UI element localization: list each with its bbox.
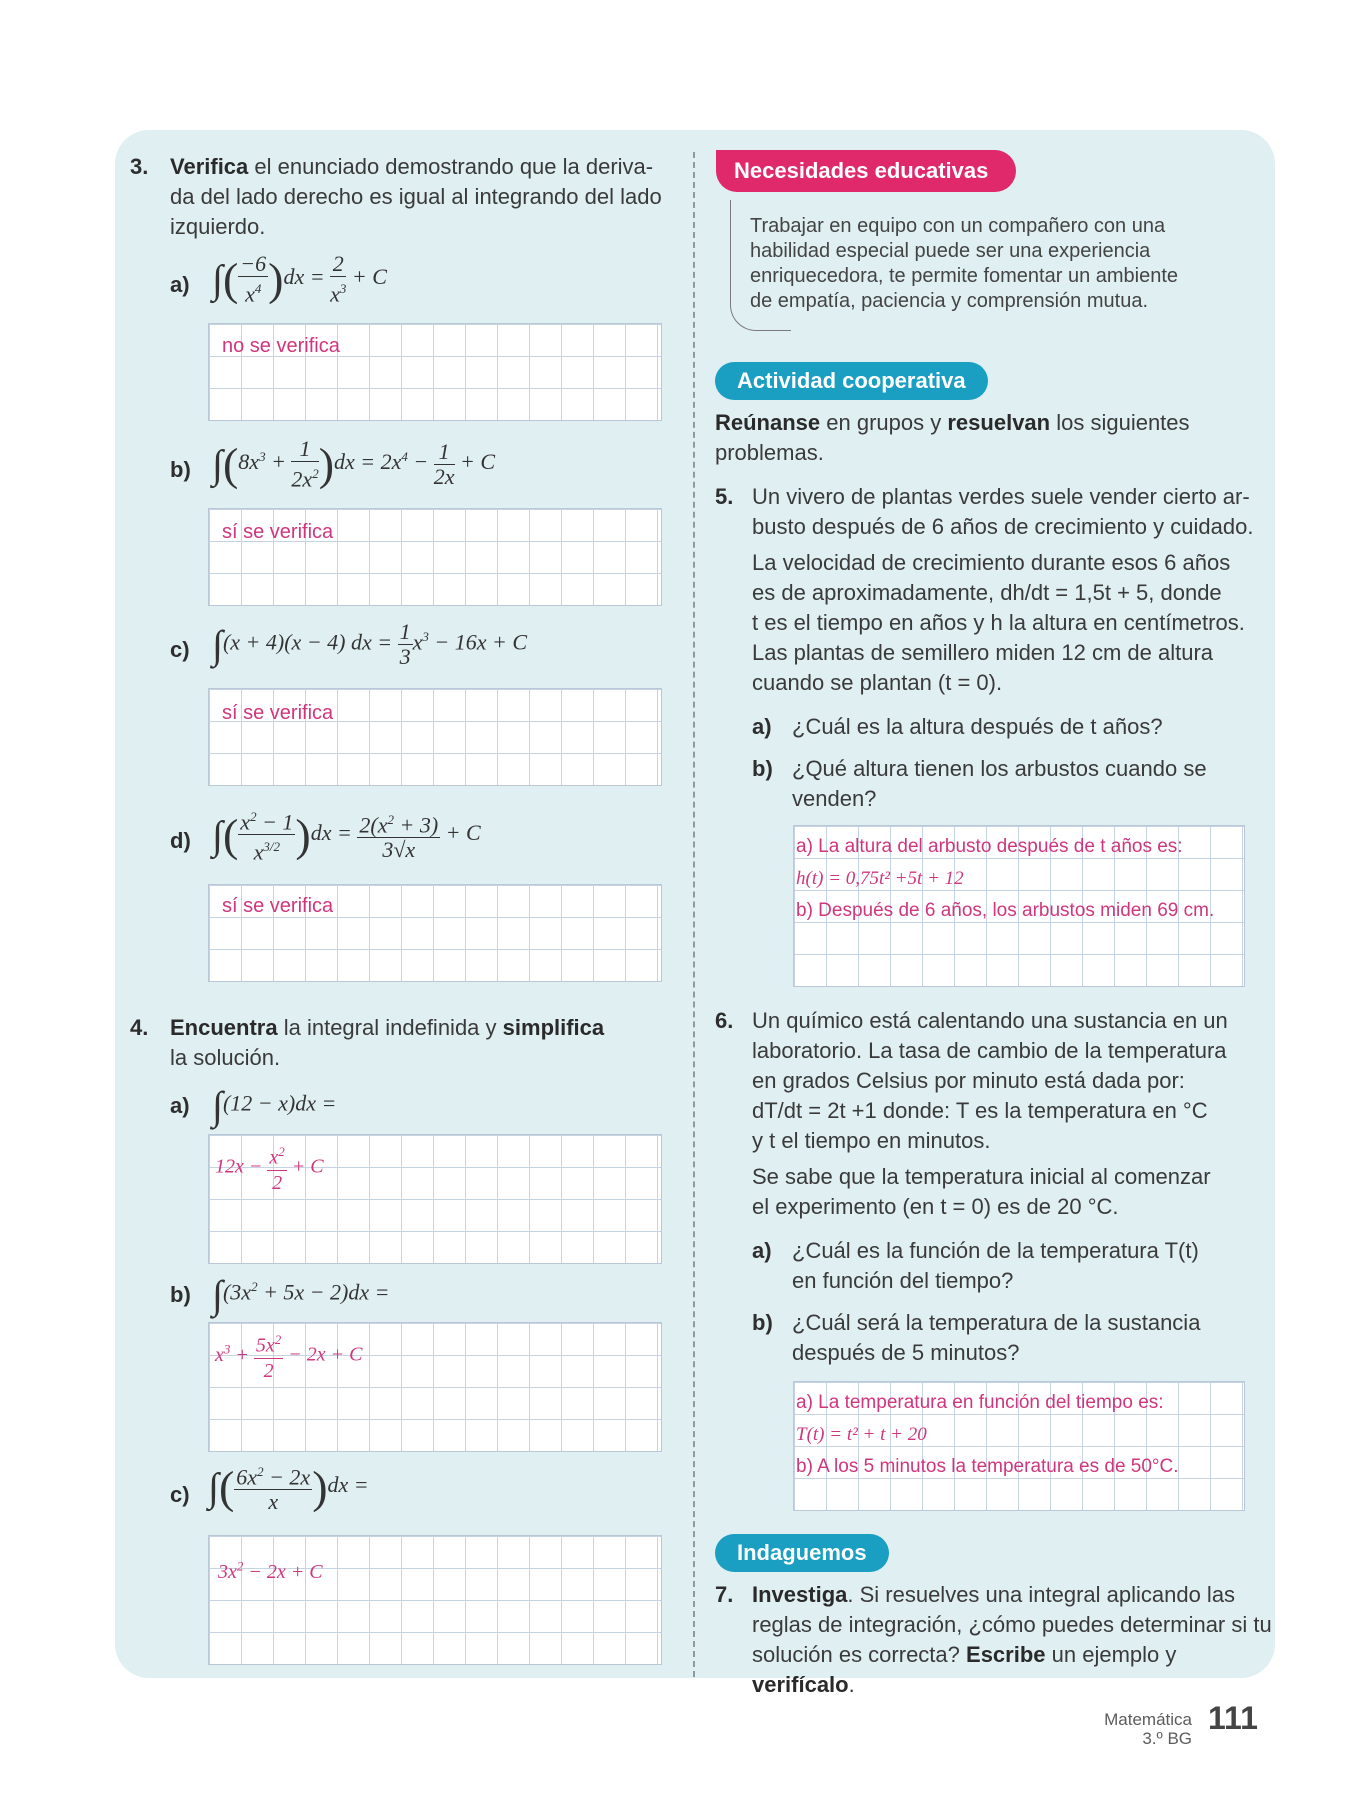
footer-subject: Matemática 3.º BG <box>1104 1710 1192 1748</box>
ex3-b-answer: sí se verifica <box>222 521 334 543</box>
ex4-item-b-formula: $\int(3x^2 + 5x - 2)dx$ = <box>212 1272 390 1317</box>
ex5-question-a: ¿Cuál es la altura después de t años? <box>792 714 1163 739</box>
necesidades-text: Trabajar en equipo con un compañero con una habilidad especial puede ser una experiencia enriquecedora, te permite fomentar un ambiente de empatía, paciencia y comprensión mutua. <box>750 215 1179 312</box>
ex3-item-c-label: c) <box>170 637 190 662</box>
exercise-7-statement: Investiga. Si resuelves una integral aplicando las reglas de integración, ¿cómo puedes determinar si tu solución es correcta? Escribe un ejemplo y verifícalo. <box>752 1582 1272 1697</box>
ex3-a-answer: no se verifica <box>222 335 340 357</box>
ex4-item-a-formula: ∫(12 − x)dx = <box>212 1083 337 1128</box>
ex3-item-b-formula: $\int(8x^3$ + $\frac{1}{2x^2}$ )$dx = 2x^4$ − $\frac{1}{2x}$ + C <box>212 436 496 492</box>
ex6-question-b: ¿Cuál será la temperatura de la sustancia después de 5 minutos? <box>792 1310 1201 1365</box>
ex3-item-d-formula: ∫( $\frac{x^2 - 1}{x^{3/2}}$ )dx = $\frac{2(x^2 + 3)}{3√x}$ + C <box>212 805 481 865</box>
ex5-answer: a) La altura del arbusto después de t años es: h(t) = 0,75t² +5t + 12 b) Después de 6 años, los arbustos miden 69 cm. <box>796 836 1215 921</box>
ex6-qa-label: a) <box>752 1238 772 1263</box>
indaguemos-header: Indaguemos <box>715 1534 889 1572</box>
page-number: 111 <box>1208 1700 1258 1736</box>
ex3-item-d-label: d) <box>170 828 191 853</box>
ex5-question-b: ¿Qué altura tienen los arbustos cuando se venden? <box>792 756 1207 811</box>
ex3-item-a-formula: ∫( $\frac{-6}{x^4}$ )dx = $\frac{2}{x^3}$ + C <box>212 251 387 307</box>
ex6-answer: a) La temperatura en función del tiempo es: T(t) = t² + t + 20 b) A los 5 minutos la temperatura es de 50°C. <box>796 1392 1179 1477</box>
exercise-3-number: 3. <box>130 154 149 179</box>
ex4-item-b-label: b) <box>170 1282 191 1307</box>
exercise-4-number: 4. <box>130 1015 149 1040</box>
exercise-5-number: 5. <box>715 484 734 509</box>
ex6-qb-label: b) <box>752 1310 773 1335</box>
ex3-item-a-label: a) <box>170 272 190 297</box>
column-divider <box>693 152 695 1677</box>
necesidades-header: Necesidades educativas <box>716 150 1016 192</box>
coop-instructions: Reúnanse en grupos y resuelvan los siguientes problemas. <box>715 410 1190 465</box>
ex4-item-a-label: a) <box>170 1093 190 1118</box>
exercise-6-number: 6. <box>715 1008 734 1033</box>
exercise-7-number: 7. <box>715 1582 734 1607</box>
exercise-3-statement: Verifica el enunciado demostrando que la deriva- da del lado derecho es igual al integrando del lado izquierdo. <box>170 154 662 239</box>
ex6-question-a: ¿Cuál es la función de la temperatura T(t) en función del tiempo? <box>792 1238 1199 1293</box>
exercise-6-statement: Un químico está calentando una sustancia en un laboratorio. La tasa de cambio de la temperatura en grados Celsius por minuto está dada por: dT/dt = 2t +1 donde: T es la temperatura en °C y t el tiempo en minutos. Se sabe que la temperatura inicial al comenzar el experimento (en t = 0) es de 20 °C. <box>752 1008 1228 1219</box>
actividad-cooperativa-header: Actividad cooperativa <box>715 362 988 400</box>
ex4-c-answer: $3x^2 - 2x + C$ <box>218 1558 323 1583</box>
ex5-qb-label: b) <box>752 756 773 781</box>
ex3-item-b-label: b) <box>170 457 191 482</box>
ex3-c-answer: sí se verifica <box>222 702 334 724</box>
exercise-5-statement: Un vivero de plantas verdes suele vender cierto ar- busto después de 6 años de crecimiento y cuidado. La velocidad de crecimiento durante esos 6 años es de aproximadamente, dh/dt = 1,5t + 5, donde t es el tiempo en años y h la altura en centímetros. Las plantas de semillero miden 12 cm de altura cuando se plantan (t = 0). <box>752 484 1254 695</box>
ex4-item-c-formula: ∫( $\frac{6x^2 - 2x}{x}$ )dx = <box>208 1461 369 1515</box>
ex5-qa-label: a) <box>752 714 772 739</box>
ex4-b-answer: $x^3$ + $\frac{5x^2}{2}$ − 2x + C <box>215 1328 363 1383</box>
ex4-a-answer: 12x − $\frac{x^2}{2}$ + C <box>215 1140 324 1195</box>
ex3-item-c-formula: ∫(x + 4)(x − 4) dx = $\frac{1}{3}$ $x^3 - 16x + C$ <box>212 619 528 669</box>
ex3-d-answer: sí se verifica <box>222 895 334 917</box>
ex4-item-c-label: c) <box>170 1482 190 1507</box>
exercise-4-statement: Encuentra la integral indefinida y simplifica la solución. <box>170 1015 605 1070</box>
